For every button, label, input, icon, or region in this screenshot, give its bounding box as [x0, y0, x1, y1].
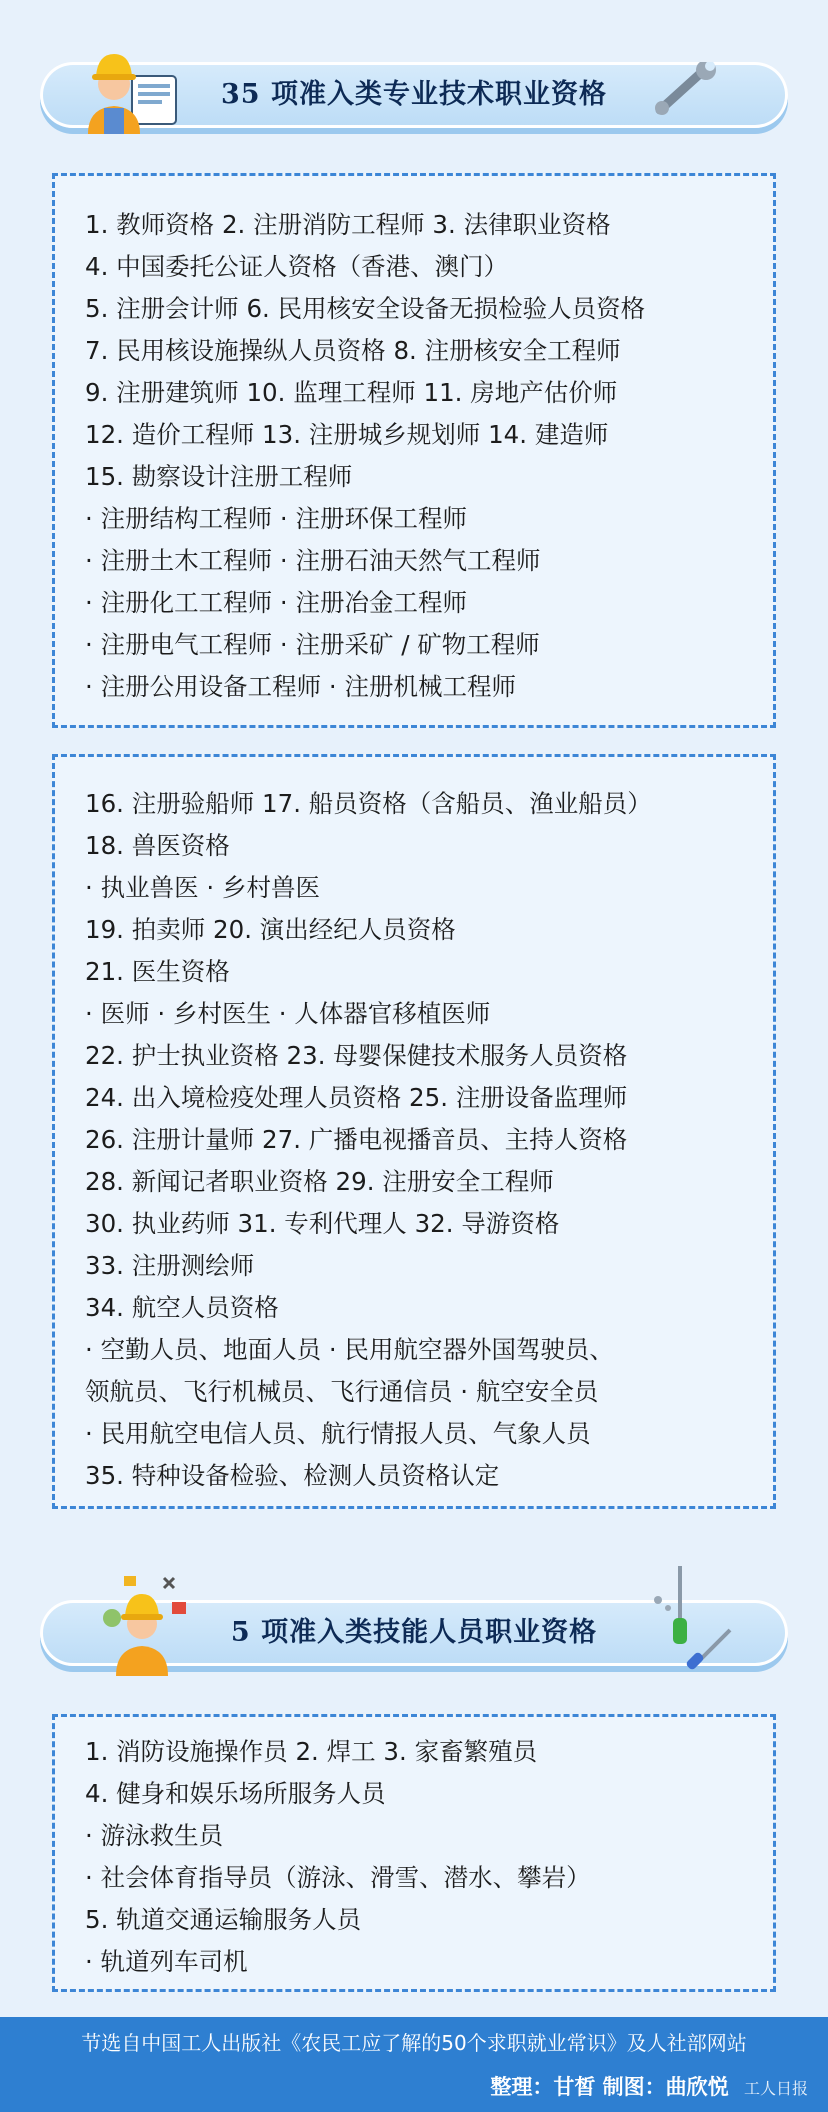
list-item: · 轨道列车司机 [85, 1947, 248, 1976]
credit-line [490, 2071, 808, 2101]
list-item: 1. 消防设施操作员 2. 焊工 3. 家畜繁殖员 [85, 1737, 538, 1766]
wrench-icon [650, 62, 730, 122]
list-item: 21. 医生资格 [85, 957, 230, 986]
list-item: · 空勤人员、地面人员 · 民用航空器外国驾驶员、 [85, 1335, 614, 1364]
source-note: 节选自中国工人出版社《农民工应了解的50个求职就业常识》及人社部网站 [81, 2031, 747, 2055]
list-item: 22. 护士执业资格 23. 母婴保健技术服务人员资格 [85, 1041, 628, 1070]
list-item: 34. 航空人员资格 [85, 1293, 279, 1322]
watermark: 工人日报 [743, 2079, 808, 2098]
section2-list [52, 1714, 776, 1992]
footer [0, 2017, 828, 2112]
list-item: 18. 兽医资格 [85, 831, 230, 860]
list-item: 26. 注册计量师 27. 广播电视播音员、主持人资格 [85, 1125, 628, 1154]
list-item: 24. 出入境检疫处理人员资格 25. 注册设备监理师 [85, 1083, 628, 1112]
credit-text: 整理：甘皙 制图：曲欣悦 [490, 2075, 729, 2099]
list-item: 15. 勘察设计注册工程师 [85, 462, 353, 491]
list-item: 9. 注册建筑师 10. 监理工程师 11. 房地产估价师 [85, 378, 618, 407]
section1-list-b [52, 754, 776, 1509]
list-item: 33. 注册测绘师 [85, 1251, 255, 1280]
list-item: · 医师 · 乡村医生 · 人体器官移植医师 [85, 999, 491, 1028]
list-item: 4. 健身和娱乐场所服务人员 [85, 1779, 386, 1808]
section2-title: 5 项准入类技能人员职业资格 [230, 1617, 598, 1648]
list-item: · 注册结构工程师 · 注册环保工程师 [85, 504, 467, 533]
list-item: 5. 轨道交通运输服务人员 [85, 1905, 362, 1934]
section1-title: 35 项准入类专业技术职业资格 [221, 79, 607, 110]
list-item: · 执业兽医 · 乡村兽医 [85, 873, 320, 902]
list-item: 7. 民用核设施操纵人员资格 8. 注册核安全工程师 [85, 336, 621, 365]
list-item: 1. 教师资格 2. 注册消防工程师 3. 法律职业资格 [85, 210, 611, 239]
list-item: 28. 新闻记者职业资格 29. 注册安全工程师 [85, 1167, 554, 1196]
list-item: · 游泳救生员 [85, 1821, 224, 1850]
section1-list-a [52, 173, 776, 728]
list-item: 35. 特种设备检验、检测人员资格认定 [85, 1461, 500, 1490]
list-item: · 注册公用设备工程师 · 注册机械工程师 [85, 672, 516, 701]
screwdriver-icon [640, 1560, 740, 1670]
list-item: · 注册土木工程师 · 注册石油天然气工程师 [85, 546, 541, 575]
list-item: · 注册电气工程师 · 注册采矿 / 矿物工程师 [85, 630, 540, 659]
list-item: 领航员、飞行机械员、飞行通信员 · 航空安全员 [85, 1377, 599, 1406]
worker-with-tools-icon [96, 1572, 206, 1682]
list-item: · 注册化工工程师 · 注册冶金工程师 [85, 588, 467, 617]
list-item: · 社会体育指导员（游泳、滑雪、潜水、攀岩） [85, 1863, 591, 1892]
worker-icon [70, 30, 180, 150]
list-item: 4. 中国委托公证人资格（香港、澳门） [85, 252, 509, 281]
list-item: · 民用航空电信人员、航行情报人员、气象人员 [85, 1419, 591, 1448]
list-item: 12. 造价工程师 13. 注册城乡规划师 14. 建造师 [85, 420, 609, 449]
list-item: 19. 拍卖师 20. 演出经纪人员资格 [85, 915, 456, 944]
list-item: 16. 注册验船师 17. 船员资格（含船员、渔业船员） [85, 789, 652, 818]
list-item: 5. 注册会计师 6. 民用核安全设备无损检验人员资格 [85, 294, 646, 323]
list-item: 30. 执业药师 31. 专利代理人 32. 导游资格 [85, 1209, 560, 1238]
